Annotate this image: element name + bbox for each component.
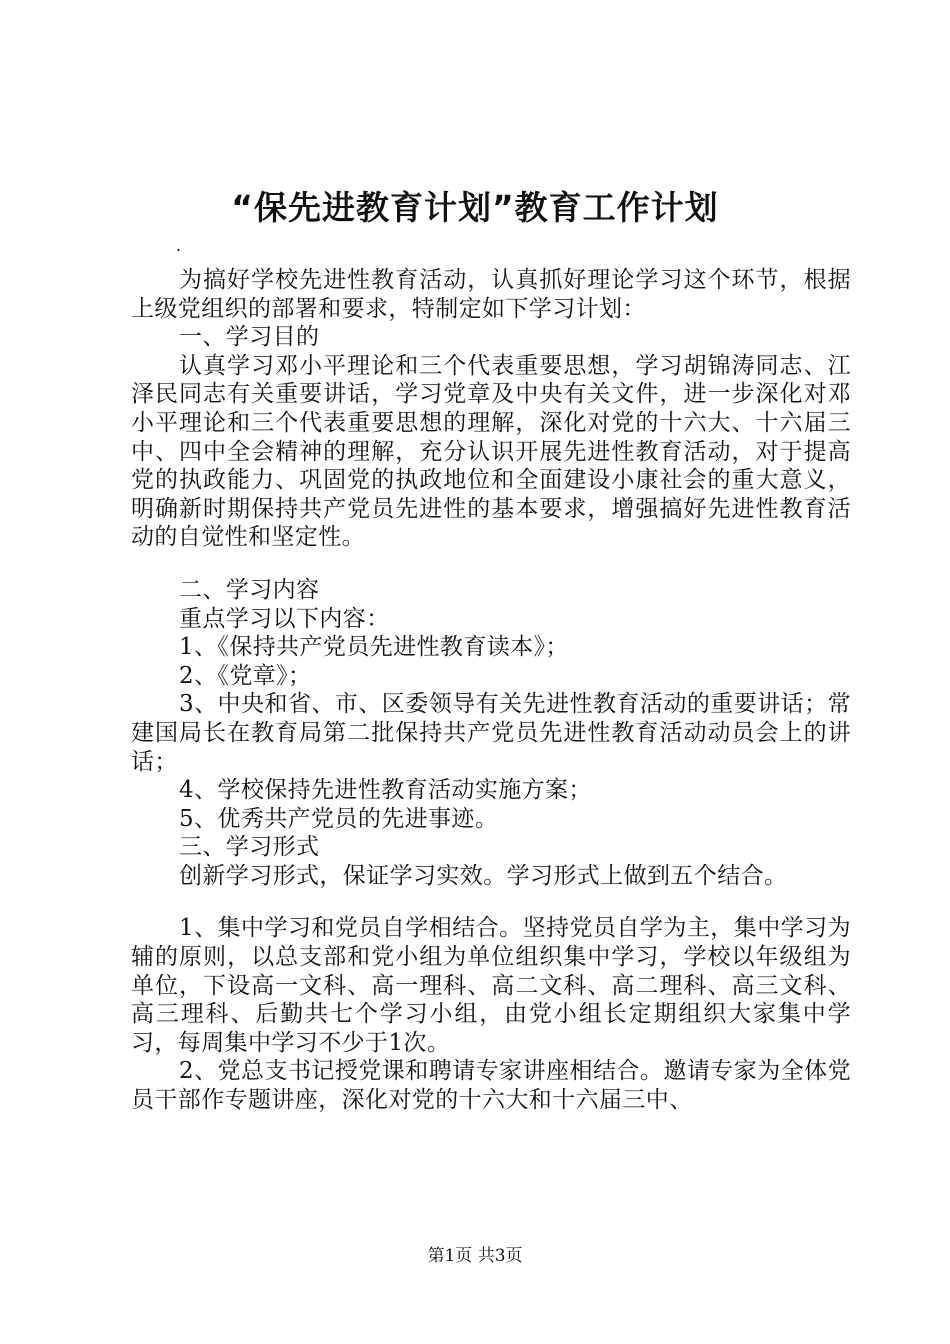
spacer bbox=[131, 890, 851, 914]
content-item-4: 4、学校保持先进性教育活动实施方案； bbox=[179, 777, 592, 804]
section-heading-content: 二、学习内容 bbox=[179, 576, 320, 603]
form-item-1: 1、集中学习和党员自学相结合。坚持党员自学为主，集中学习为辅的原则，以总支部和党小组为单位组织集中学习，学校以年级组为单位，下设高一文科、高一理科、高二文科、高二理科、高三文科、高三理科、后勤共七个学习小组，由党小组长定期组织大家集中学习，每周集中学习不少于1次。 bbox=[131, 915, 851, 1056]
document-body bbox=[131, 266, 851, 1115]
content-item-3: 3、中央和省、市、区委领导有关先进性教育活动的重要讲话；常建国局长在教育局第二批保持共产党员先进性教育活动动员会上的讲话； bbox=[131, 691, 851, 775]
section-heading-purpose: 一、学习目的 bbox=[179, 324, 320, 351]
purpose-paragraph: 认真学习邓小平理论和三个代表重要思想，学习胡锦涛同志、江泽民同志有关重要讲话，学习党章及中央有关文件，进一步深化对邓小平理论和三个代表重要思想的理解，深化对党的十六大、十六届三中、四中全会精神的理解，充分认识开展先进性教育活动，对于提高党的执政能力、巩固党的执政地位和全面建设小康社会的重大意义，明确新时期保持共产党员先进性的基本要求，增强搞好先进性教育活动的自觉性和坚定性。 bbox=[131, 352, 851, 551]
content-item-5: 5、优秀共产党员的先进事迹。 bbox=[179, 805, 499, 832]
section-heading-form: 三、学习形式 bbox=[179, 834, 320, 861]
form-intro: 创新学习形式，保证学习实效。学习形式上做到五个结合。 bbox=[179, 862, 788, 889]
page-title: “保先进教育计划”教育工作计划 bbox=[231, 188, 719, 227]
content-intro: 重点学习以下内容： bbox=[179, 605, 390, 632]
stray-dot: . bbox=[176, 236, 182, 255]
content-item-2: 2、《党章》； bbox=[179, 662, 312, 689]
form-item-2: 2、党总支书记授党课和聘请专家讲座相结合。邀请专家为全体党员干部作专题讲座，深化对党的十六大和十六届三中、 bbox=[131, 1058, 851, 1114]
intro-paragraph: 为搞好学校先进性教育活动，认真抓好理论学习这个环节，根据上级党组织的部署和要求，特制定如下学习计划： bbox=[131, 267, 851, 322]
spacer bbox=[131, 552, 851, 576]
content-item-1: 1、《保持共产党员先进性教育读本》； bbox=[179, 634, 569, 661]
page-footer: 第1页 共3页 bbox=[427, 1246, 523, 1266]
